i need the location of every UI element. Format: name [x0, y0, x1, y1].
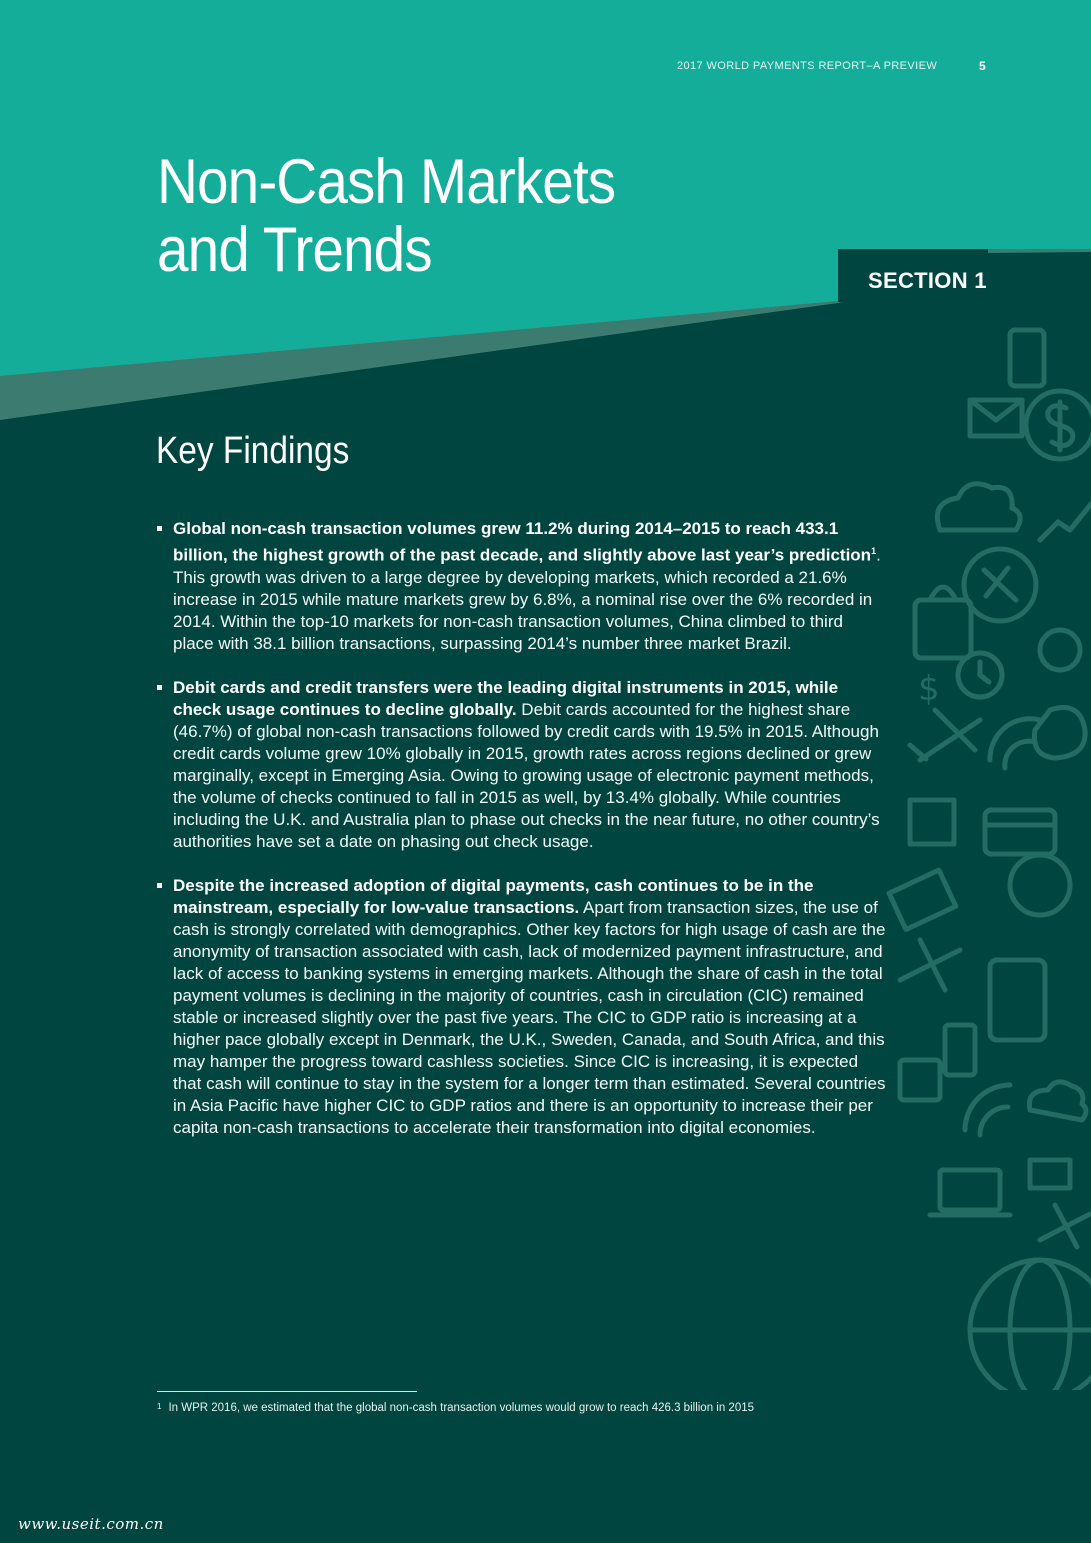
- title-line-1: Non-Cash Markets: [157, 147, 616, 217]
- finding-item: [157, 677, 887, 853]
- cloud-small-icon: [1029, 1082, 1086, 1120]
- phone-icon: [945, 1025, 975, 1075]
- footnote-text: In WPR 2016, we estimated that the global non-cash transaction volumes would grow to reach 426.3 billion in 2015: [168, 1402, 755, 1414]
- globe-icon: [970, 1260, 1091, 1390]
- footnote-divider: [157, 1391, 417, 1392]
- mobile-phone-icon: [1010, 330, 1044, 386]
- payment-icons-pattern: [880, 290, 1091, 1390]
- laptop-icon: [940, 1170, 1000, 1210]
- gear-icon: [1040, 630, 1080, 670]
- mail-envelope-icon: [889, 870, 956, 929]
- finding-lead: Debit cards and credit transfers were the leading digital instruments in 2015, while check usage continues to decline globally.: [173, 677, 839, 719]
- page-number: 5: [979, 59, 986, 73]
- running-header: 2017 WORLD PAYMENTS REPORT–A PREVIEW: [677, 60, 938, 72]
- tablet-icon: [990, 960, 1045, 1040]
- plane-corner-icon: [1040, 1205, 1090, 1247]
- envelope-small-icon: [1030, 1160, 1070, 1188]
- finding-lead: Global non-cash transaction volumes grew 11.2% during 2014–2015 to reach 433.1 billion, the highest growth of the past decade, and slightly above last year’s prediction: [173, 519, 872, 565]
- footnote-mark: 1: [157, 1402, 162, 1411]
- finding-item: [157, 518, 887, 655]
- dollar-sign-icon: $: [918, 669, 940, 709]
- airplane-icon: [910, 710, 980, 760]
- signal-icon: [965, 1085, 1010, 1135]
- page-title: [157, 148, 615, 284]
- wifi-icon: [990, 719, 1040, 768]
- decorative-icon-column: [880, 290, 1091, 1390]
- finding-item: [157, 875, 887, 1139]
- chart-trend-icon: [1040, 504, 1091, 540]
- finding-body: Apart from transaction sizes, the use of cash is strongly correlated with demographics. Other key factors for high usage of cash are the anonymity of transaction associated with cash, lack of modernized payment infrastructure, and lack of access to banking systems in emerging markets. Although the share of cash in the total payment volumes is declining in the majority of countries, cash in circulation (CIC) remained stable or increased slightly over the past five years. The CIC to GDP ratio is increasing at a higher pace globally except in Denmark, the U.K., Sweden, Canada, and South Africa, and this may hamper the progress toward cashless societies. Since CIC is increasing, it is expected that cash will continue to stay in the system for a longer term than estimated. Several countries in Asia Pacific have higher CIC to GDP ratios and there is an opportunity to increase their per capita non-cash transactions to accelerate their transformation into digital economies.: [173, 897, 886, 1137]
- key-findings-heading: Key Findings: [156, 430, 350, 472]
- piggy-bank-icon: [1034, 708, 1085, 759]
- finding-lead: Despite the increased adoption of digital payments, cash continues to be in the mainstream, especially for low-value transactions.: [173, 875, 814, 917]
- shopping-cart-icon: [910, 800, 954, 844]
- footnote: [157, 1402, 754, 1414]
- cloud-icon: [937, 484, 1020, 530]
- title-line-2: and Trends: [157, 215, 432, 285]
- person-icon: [1010, 855, 1070, 915]
- shopping-bag-icon: [915, 600, 971, 658]
- footnote-reference: 1: [871, 546, 877, 556]
- plane-small-icon: [900, 940, 960, 990]
- key-findings-list: [157, 518, 887, 1161]
- section-label: SECTION 1: [868, 268, 987, 293]
- bag-icon: [900, 1060, 940, 1100]
- finding-body: Debit cards accounted for the highest share (46.7%) of global non-cash transactions followed by credit cards with 19.5% in 2015. Although credit cards volume grew 10% globally in 2015, growth rates across regions declined or grew marginally, except in Emerging Asia. Owing to growing usage of electronic payment methods, the volume of checks continued to fall in 2015 as well, by 13.4% globally. While countries including the U.K. and Australia plan to phase out checks in the near future, no other country’s authorities have set a date on phasing out check usage.: [173, 699, 880, 851]
- finding-body: . This growth was driven to a large degree by developing markets, which recorded a 21.6% increase in 2015 while mature markets grew by 6.8%, a nominal rise over the 6% recorded in 2014. Within the top-10 markets for non-cash transaction volumes, China climbed to third place with 38.1 billion transactions, surpassing 2014’s number three market Brazil.: [173, 545, 881, 653]
- watermark: www.useit.com.cn: [18, 1515, 164, 1533]
- credit-card-icon: [985, 810, 1055, 854]
